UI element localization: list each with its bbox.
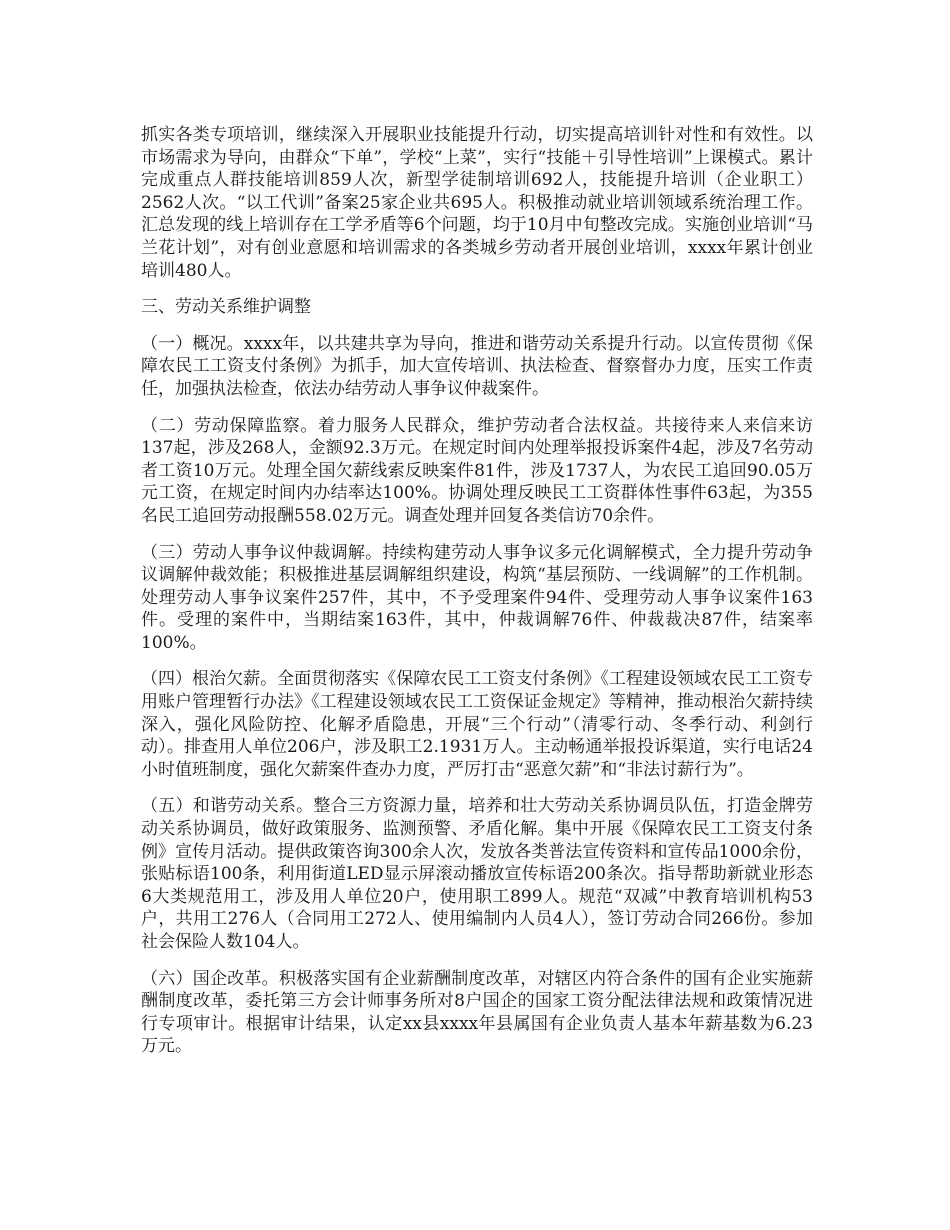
- document-page: [141, 124, 813, 1072]
- section-heading-labor-relations: 三、劳动关系维护调整: [141, 297, 311, 318]
- paragraph-labor-inspection: （二）劳动保障监察。着力服务人民群众，维护劳动者合法权益。共接待来人来信来访137起，涉及268人，金额92.3万元。在规定时间内处理举报投诉案件4起，涉及7名劳动者工资10万元。处理全国欠薪线索反映案件81件，涉及1737人，为农民工追回90.05万元工资，在规定时间内办结率达100%。协调处理反映民工工资群体性事件63起，为355名民工追回劳动报酬558.02万元。调查处理并回复各类信访70余件。: [141, 415, 813, 526]
- paragraph-harmonious-relations: （五）和谐劳动关系。整合三方资源力量，培养和壮大劳动关系协调员队伍，打造金牌劳动关系协调员，做好政策服务、监测预警、矛盾化解。集中开展《保障农民工工资支付条例》宣传月活动。提供政策咨询300余人次，发放各类普法宣传资料和宣传品1000余份，张贴标语100条，利用街道LED显示屏滚动播放宣传标语200条次。指导帮助新就业形态6大类规范用工，涉及用人单位20户，使用职工899人。规范“双减”中教育培训机构53户，共用工276人（合同用工272人、使用编制内人员4人），签订劳动合同266份。参加社会保险人数104人。: [141, 796, 813, 952]
- paragraph-skills-training: 抓实各类专项培训，继续深入开展职业技能提升行动，切实提高培训针对性和有效性。以市场需求为导向，由群众“下单”，学校“上菜”，实行“技能＋引导性培训”上课模式。累计完成重点人群技能培训859人次，新型学徒制培训692人，技能提升培训（企业职工）2562人次。“以工代训”备案25家企业共695人。积极推动就业培训领域系统治理工作。汇总发现的线上培训存在工学矛盾等6个问题，均于10月中旬整改完成。实施创业培训“马兰花计划”，对有创业意愿和培训需求的各类城乡劳动者开展创业培训，xxxx年累计创业培训480人。: [141, 125, 813, 281]
- paragraph-dispute-arbitration: （三）劳动人事争议仲裁调解。持续构建劳动人事争议多元化调解模式，全力提升劳动争议调解仲裁效能；积极推进基层调解组织建设，构筑“基层预防、一线调解”的工作机制。处理劳动人事争议案件257件，其中，不予受理案件94件、受理劳动人事争议案件163件。受理的案件中，当期结案163件，其中，仲裁调解76件、仲裁裁决87件，结案率100%。: [141, 542, 813, 653]
- paragraph-wage-arrears: （四）根治欠薪。全面贯彻落实《保障农民工工资支付条例》《工程建设领域农民工工资专用账户管理暂行办法》《工程建设领域农民工工资保证金规定》等精神，推动根治欠薪持续深入，强化风险防控、化解矛盾隐患，开展“三个行动”（清零行动、冬季行动、利剑行动）。排查用人单位206户，涉及职工2.1931万人。主动畅通举报投诉渠道，实行电话24小时值班制度，强化欠薪案件查办力度，严厉打击“恶意欠薪”和“非法讨薪行为”。: [141, 669, 813, 780]
- paragraph-soe-reform: （六）国企改革。积极落实国有企业薪酬制度改革，对辖区内符合条件的国有企业实施薪酬制度改革，委托第三方会计师事务所对8户国企的国家工资分配法律法规和政策情况进行专项审计。根据审计结果，认定xx县xxxx年县属国有企业负责人基本年薪基数为6.23万元。: [141, 968, 813, 1057]
- paragraph-overview: （一）概况。xxxx年，以共建共享为导向，推进和谐劳动关系提升行动。以宣传贯彻《保障农民工工资支付条例》为抓手，加大宣传培训、执法检查、督察督办力度，压实工作责任，加强执法检查，依法办结劳动人事争议仲裁案件。: [141, 333, 813, 399]
